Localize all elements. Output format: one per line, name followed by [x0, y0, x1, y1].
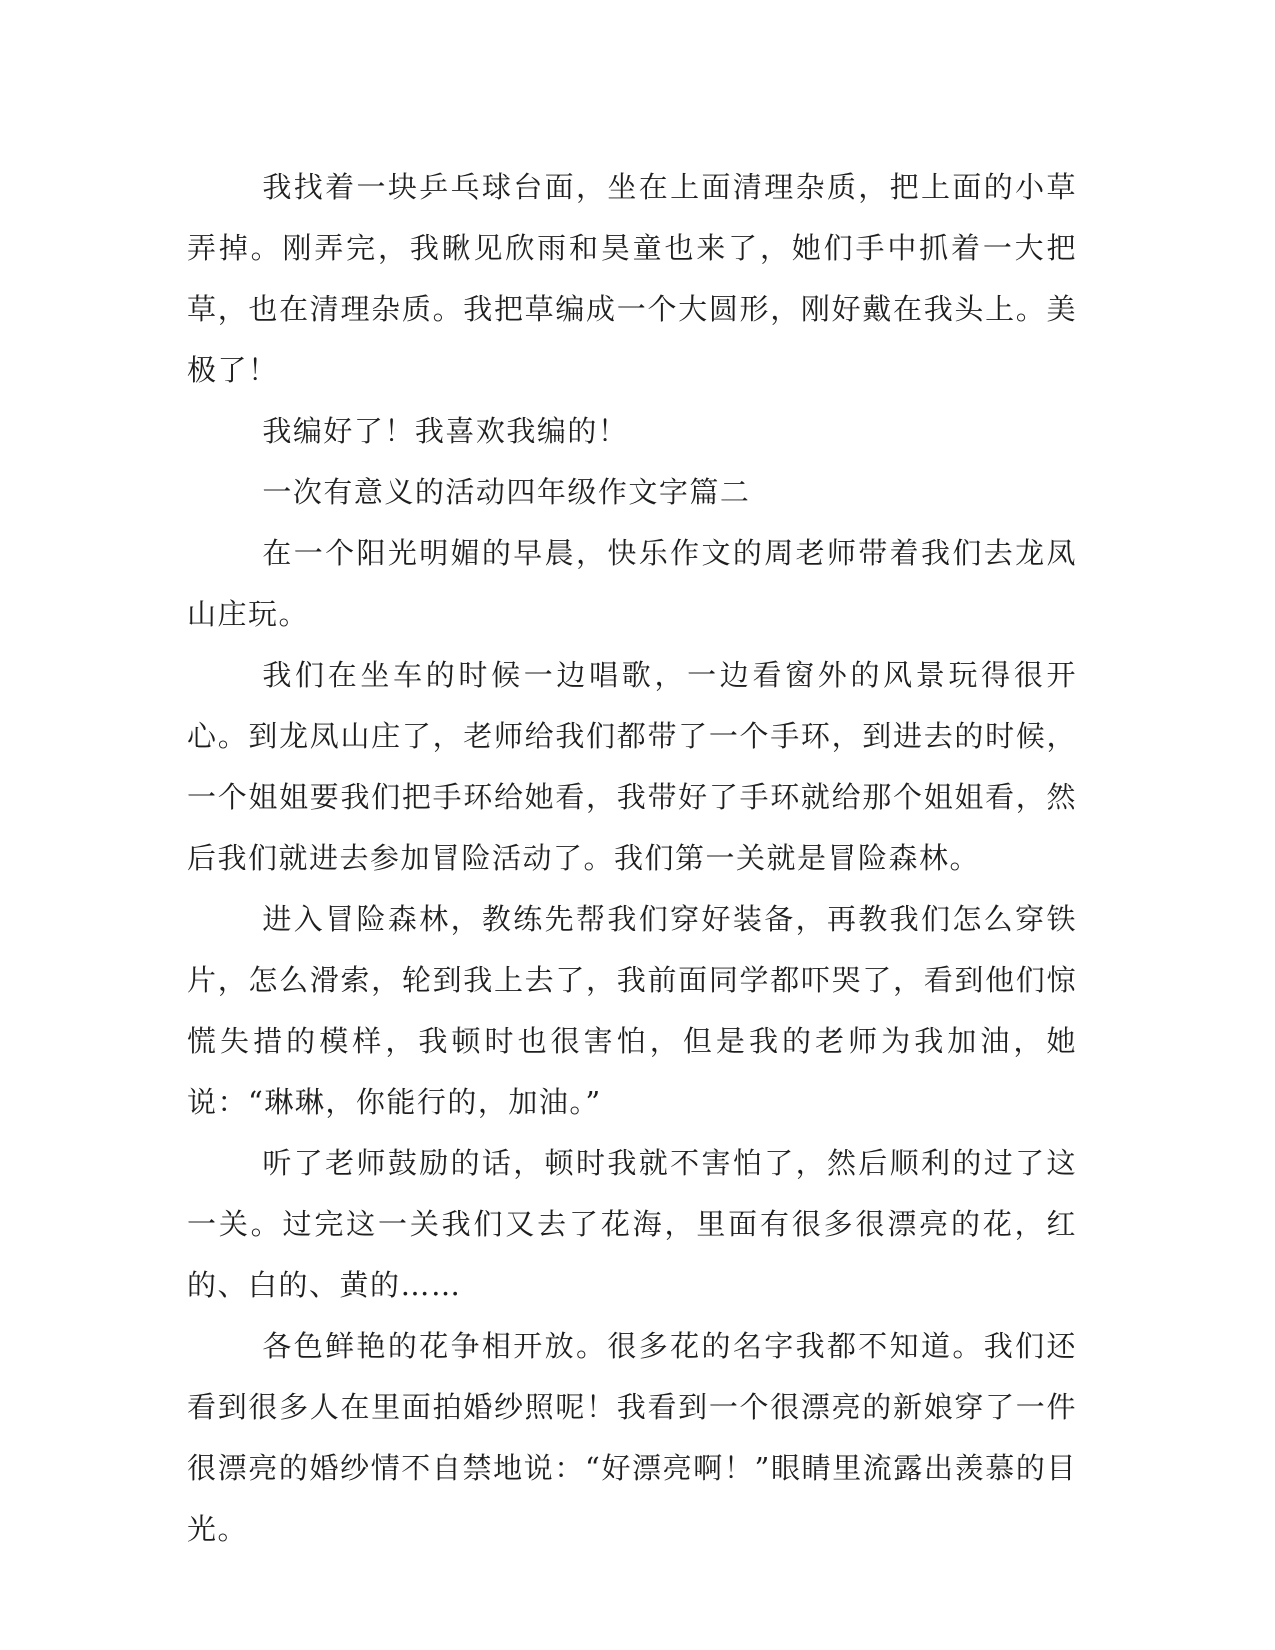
paragraph-7: 各色鲜艳的花争相开放。很多花的名字我都不知道。我们还看到很多人在里面拍婚纱照呢！我看到一个很漂亮的新娘穿了一件很漂亮的婚纱情不自禁地说：“好漂亮啊！”眼睛里流露出羡慕的目光。: [187, 1329, 1077, 1546]
document-body: [187, 157, 1077, 1560]
paragraph-5: 进入冒险森林，教练先帮我们穿好装备，再教我们怎么穿铁片，怎么滑索，轮到我上去了，我前面同学都吓哭了，看到他们惊慌失措的模样，我顿时也很害怕，但是我的老师为我加油，她说：“琳琳，你能行的，加油。”: [187, 902, 1077, 1119]
section-heading: 一次有意义的活动四年级作文字篇二: [262, 475, 751, 509]
paragraph-2: 我编好了！我喜欢我编的！: [262, 414, 629, 448]
paragraph-4: 我们在坐车的时候一边唱歌，一边看窗外的风景玩得很开心。到龙凤山庄了，老师给我们都带了一个手环，到进去的时候，一个姐姐要我们把手环给她看，我带好了手环就给那个姐姐看，然后我们就进去参加冒险活动了。我们第一关就是冒险森林。: [187, 658, 1077, 875]
paragraph-3: 在一个阳光明媚的早晨，快乐作文的周老师带着我们去龙凤山庄玩。: [187, 536, 1077, 631]
paragraph-6: 听了老师鼓励的话，顿时我就不害怕了，然后顺利的过了这一关。过完这一关我们又去了花海，里面有很多很漂亮的花，红的、白的、黄的……: [187, 1146, 1077, 1302]
paragraph-1: 我找着一块乒乓球台面，坐在上面清理杂质，把上面的小草弄掉。刚弄完，我瞅见欣雨和昊童也来了，她们手中抓着一大把草，也在清理杂质。我把草编成一个大圆形，刚好戴在我头上。美极了！: [187, 170, 1077, 387]
